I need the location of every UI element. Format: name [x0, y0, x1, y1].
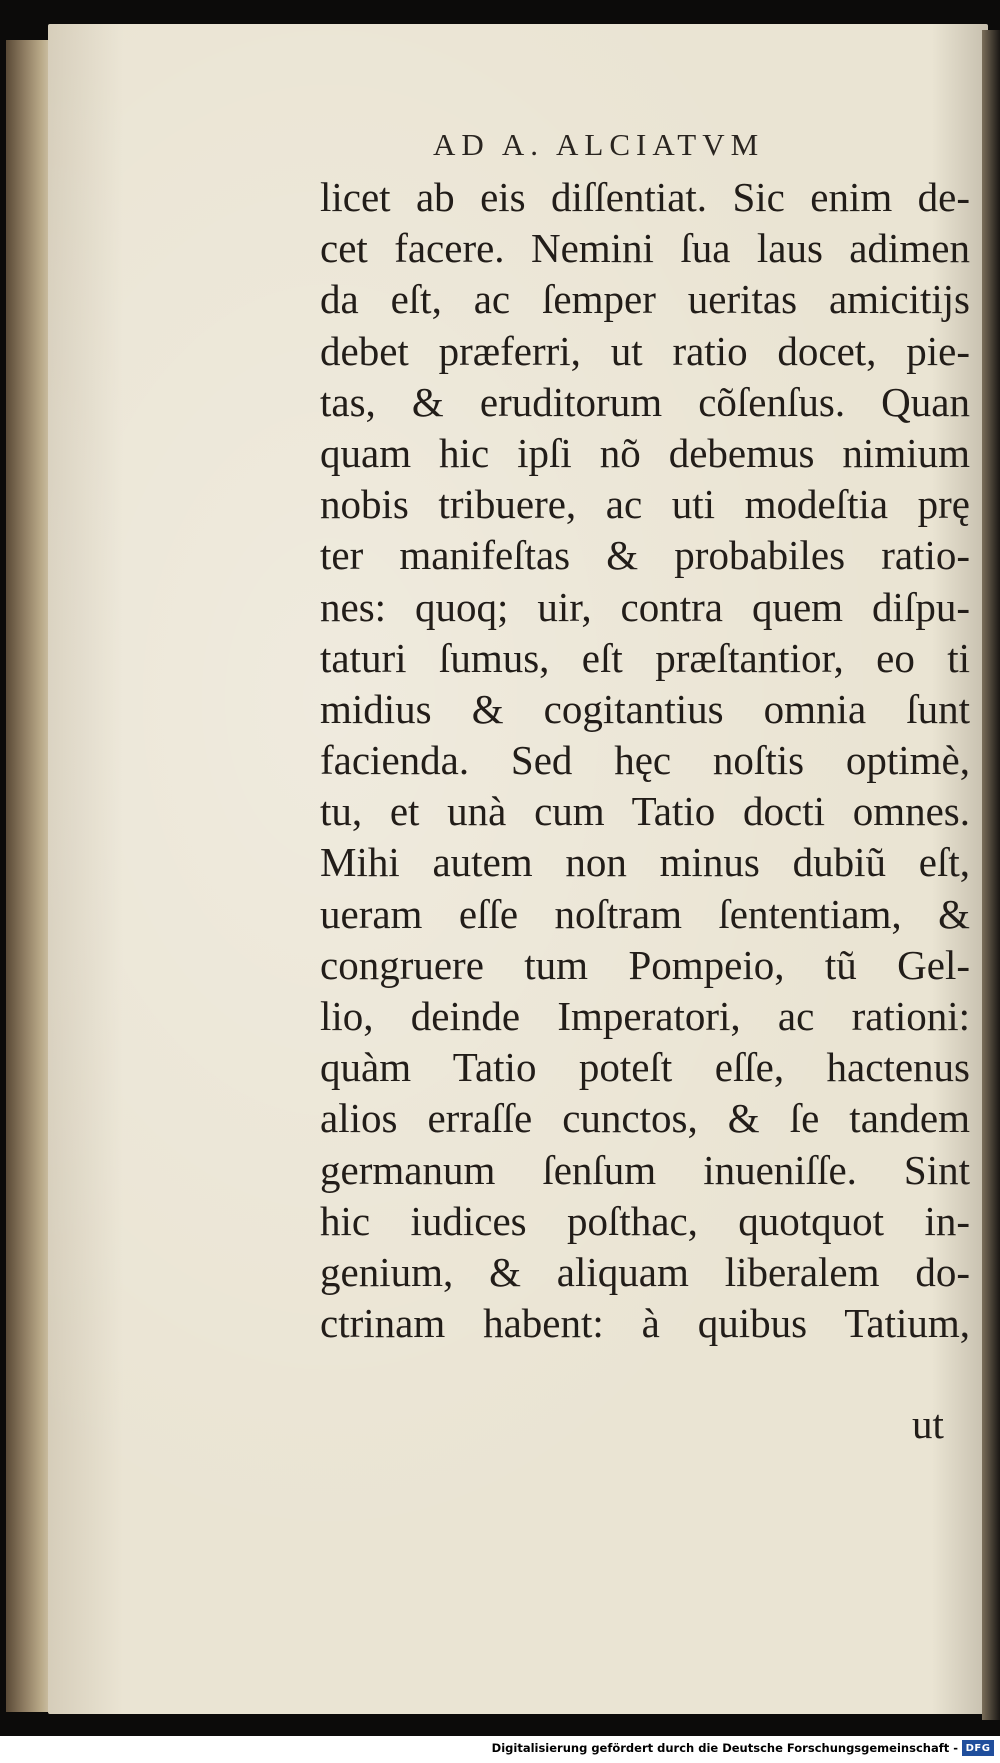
- dfg-logo: DFG: [962, 1740, 994, 1756]
- text-line: facienda. Sed hęc noſtis optimè,: [320, 737, 970, 784]
- text-line: cet facere. Nemini ſua laus adimen: [320, 225, 970, 272]
- text-line: alios erraſſe cunctos, & ſe tandem: [320, 1095, 970, 1142]
- text-line: hic iudices poſthac, quotquot in-: [320, 1197, 970, 1244]
- text-line: lio, deinde Imperatori, ac rationi:: [320, 993, 970, 1039]
- text-line: Mihi autem non minus dubiũ eſt,: [320, 839, 970, 886]
- text-line: licet ab eis diſſentiat. Sic enim de-: [320, 174, 970, 220]
- funding-credit: Digitalisierung gefördert durch die Deutsche Forschungsgemeinschaft -: [491, 1741, 958, 1755]
- text-line: germanum ſenſum inueniſſe. Sint: [320, 1146, 970, 1193]
- text-line: ter manifeſtas & probabiles ratio-: [320, 532, 970, 579]
- text-line: debet præferri, ut ratio docet, pie-: [320, 327, 970, 374]
- text-line: quàm Tatio poteſt eſſe, hactenus: [320, 1044, 970, 1091]
- text-line: tas, & eruditorum cõſenſus. Quan: [320, 378, 970, 425]
- text-line: da eſt, ac ſemper ueritas amicitĳs: [320, 276, 970, 323]
- text-line: congruere tum Pompeio, tũ Gel-: [320, 941, 970, 988]
- running-head: AD A. ALCIATVM: [433, 127, 765, 162]
- text-line: midius & cogitantius omnia ſunt: [320, 685, 970, 732]
- text-line: tu, et unà cum Tatio docti omnes.: [320, 788, 970, 835]
- text-line: quam hic ipſi nõ debemus nimium: [320, 429, 970, 476]
- text-line: genium, & aliquam liberalem do-: [320, 1248, 970, 1295]
- text-line: ctrinam habent: à quibus Tatium,: [320, 1300, 970, 1347]
- text-block: [320, 172, 970, 1349]
- text-line: taturi ſumus, eſt præſtantior, eo ti: [320, 634, 970, 681]
- text-line: nobis tribuere, ac uti modeſtia prę: [320, 481, 970, 528]
- page-gutter-shadow: [982, 30, 1000, 1720]
- catchword: ut: [912, 1401, 944, 1447]
- text-line: nes: quoq; uir, contra quem diſpu-: [320, 583, 970, 630]
- text-line: ueram eſſe noſtram ſententiam, &: [320, 890, 970, 937]
